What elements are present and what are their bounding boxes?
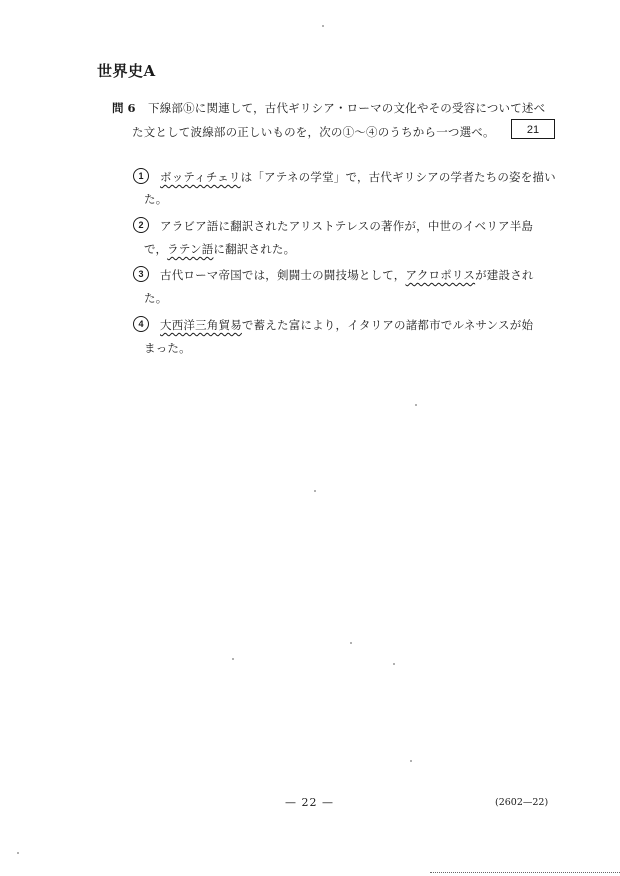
option-3-wavy-term: アクロポリス (405, 268, 476, 282)
option-1-line2: た。 (144, 192, 168, 206)
option-4-number: 4 (133, 316, 149, 332)
section-title: 世界史A (97, 62, 156, 80)
scan-edge-rule (430, 872, 620, 873)
scan-speck (415, 404, 417, 406)
scan-speck (410, 760, 412, 762)
exam-code: (2602—22) (495, 797, 549, 808)
option-3-text-post: が建設され (475, 268, 534, 282)
page-number: — 22 — (285, 796, 334, 809)
scan-speck (17, 852, 19, 854)
answer-number-box: 21 (511, 119, 555, 139)
option-2-wavy-term: ラテン語 (167, 242, 214, 256)
option-2-number: 2 (133, 217, 149, 233)
scan-speck (314, 490, 316, 492)
option-4-text: で蓄えた富により，イタリアの諸都市でルネサンスが始 (241, 318, 534, 332)
option-1-wavy-term: ボッティチェリ (160, 170, 241, 184)
option-3-text-pre: 古代ローマ帝国では，剣闘士の闘技場として， (160, 268, 406, 282)
scan-speck (350, 642, 352, 644)
option-4-line2: まった。 (144, 341, 191, 355)
option-1-line1 (160, 169, 556, 185)
question-text-line1: 下線部ⓑに関連して，古代ギリシア・ローマの文化やその受容について述べ (148, 101, 546, 115)
option-2-text-pre: で， (144, 242, 168, 256)
scan-speck (232, 658, 234, 660)
option-1-text: は「アテネの学堂」で，古代ギリシアの学者たちの姿を描い (240, 170, 556, 184)
option-3-number: 3 (133, 266, 149, 282)
option-3-line2: た。 (144, 291, 168, 305)
scan-speck (322, 25, 324, 27)
option-2-text-post: に翻訳された。 (213, 242, 296, 256)
option-4-wavy-term: 大西洋三角貿易 (160, 318, 242, 332)
option-4-line1 (160, 317, 533, 333)
option-2-line2 (144, 241, 295, 257)
option-3-line1 (160, 267, 534, 283)
question-label: 問 6 (112, 101, 136, 115)
scan-speck (393, 663, 395, 665)
question-text-line2: た文として波線部の正しいものを，次の①～④のうちから一つ選べ。 (132, 125, 495, 139)
option-1-number: 1 (133, 168, 149, 184)
option-2-line1: アラビア語に翻訳されたアリストテレスの著作が，中世のイベリア半島 (160, 219, 534, 233)
